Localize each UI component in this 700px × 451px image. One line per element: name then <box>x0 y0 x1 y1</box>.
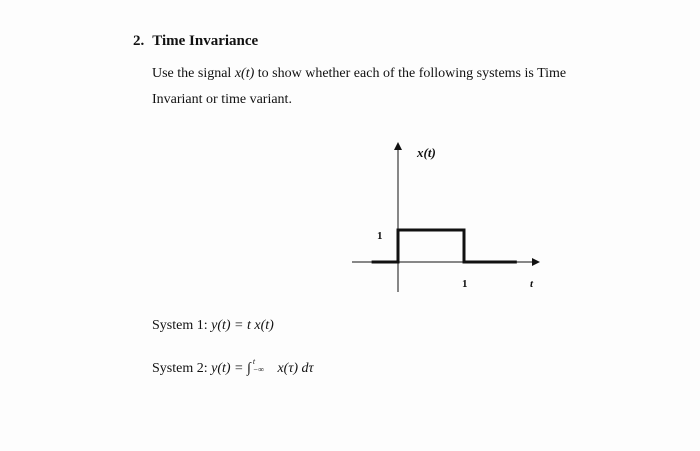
system-2-lhs: y(t) = <box>211 361 247 377</box>
x-tick-label: 1 <box>462 278 468 290</box>
system-2-label: System 2: <box>152 361 212 377</box>
system-2-integrand: x(τ) dτ <box>273 361 314 377</box>
section-title: Time Invariance <box>152 33 259 49</box>
instruction-text: Use the signal <box>152 66 235 81</box>
section-number: 2. <box>133 33 145 49</box>
y-tick-label: 1 <box>377 230 383 242</box>
instruction-line-1 <box>152 66 566 82</box>
instruction-text-cont: to show whether each of the following systems is Time <box>254 66 567 81</box>
system-1 <box>152 318 274 334</box>
signal-symbol: x(t) <box>234 66 255 81</box>
integral-limits <box>253 358 264 374</box>
instruction-line-2: Invariant or time variant. <box>152 92 292 107</box>
integral-upper-limit: t <box>252 357 256 366</box>
x-axis-label: t <box>530 278 534 290</box>
system-1-equation: y(t) = t x(t) <box>211 318 274 333</box>
chart-title: x(t) <box>417 145 436 160</box>
integral-lower-limit: −∞ <box>252 365 264 374</box>
integral-sign: ∫ <box>247 361 251 377</box>
signal-line <box>372 230 517 262</box>
system-1-label: System 1: <box>152 318 212 333</box>
system-2 <box>152 357 314 377</box>
section-heading <box>133 33 258 50</box>
